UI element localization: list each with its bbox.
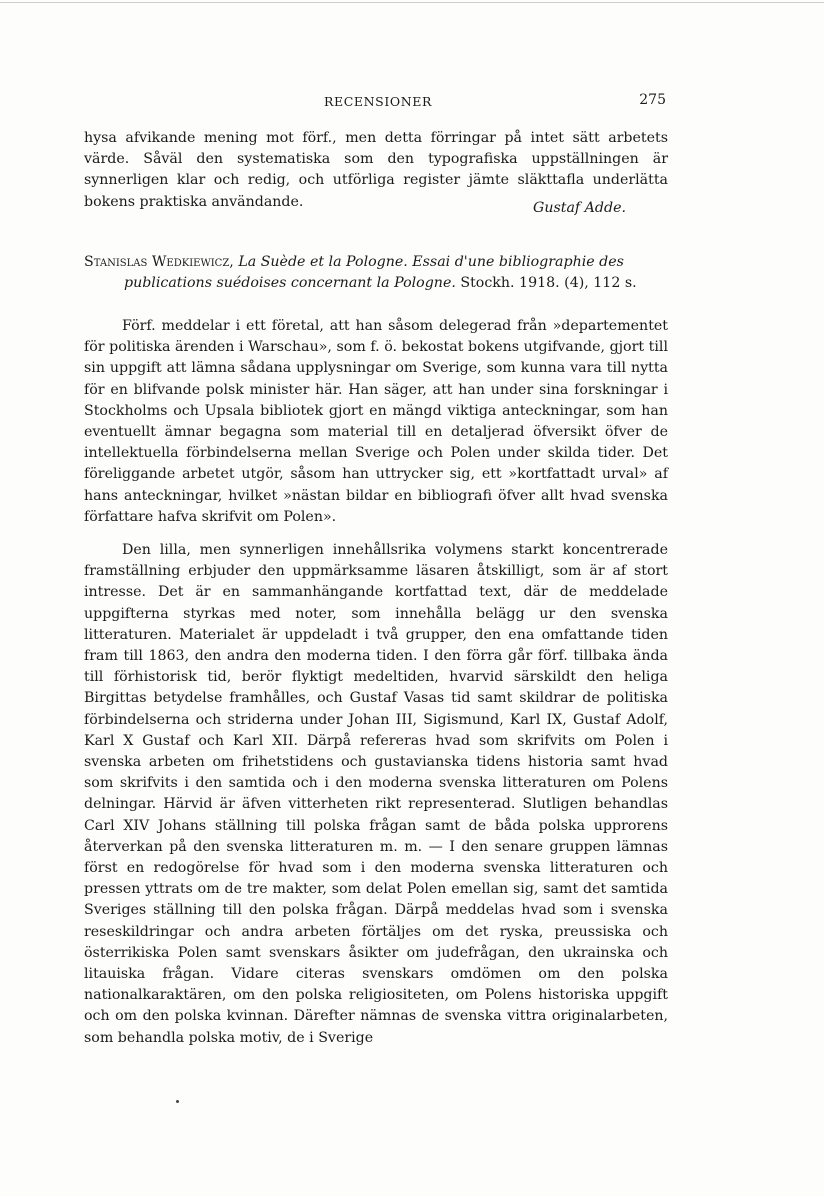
page-header — [84, 92, 668, 112]
ink-speck — [176, 1100, 179, 1103]
scan-edge-line — [0, 2, 824, 3]
review-1-signature: Gustaf Adde. — [533, 200, 626, 216]
page-number: 275 — [639, 92, 666, 108]
running-head: RECENSIONER — [324, 94, 432, 109]
review-1-text: hysa afvikande mening mot förf., men detta förringar på intet sätt arbetets värde. Såväl den systematiska som den typografiska uppställningen är synnerligen klar och redig, och utförliga register jämte släkttafla underlätta bokens praktiska användande. — [84, 130, 668, 210]
review-2-paragraph-2: Den lilla, men synnerligen innehållsrika volymens starkt koncentrerade framställning erbjuder den uppmärksamme läsaren åtskilligt, som är af stort intresse. Det är en sammanhängande kortfattad text, där de meddelade uppgifterna styrkas med noter, som innehålla belägg ur den svenska litteraturen. Materialet är uppdeladt i två grupper, den ena omfattande tiden fram till 1863, den andra den moderna tiden. I den förra går förf. tillbaka ända till förhistorisk tid, berör flyktigt medeltiden, hvarvid särskildt den heliga Birgittas betydelse framhålles, och Gustaf Vasas tid samt skildrar de politiska förbindelserna och striderna under Johan III, Sigismund, Karl IX, Gustaf Adolf, Karl X Gustaf och Karl XII. Därpå refereras hvad som skrifvits om Polen i svenska arbeten om frihetstidens och gustavianska tidens historia samt hvad som skrifvits i den samtida och i den moderna svenska litteraturen om Polens delningar. Härvid är äfven vitterheten rikt representerad. Slutligen behandlas Carl XIV Johans ställning till polska frågan samt de båda polska upprorens återverkan på den svenska litteraturen m. m. — I den senare gruppen lämnas först en redogörelse för hvad som i den moderna svenska litteraturen och pressen yttrats om de tre makter, som delat Polen emellan sig, samt det samtida Sveriges ställning till den polska frågan. Därpå meddelas hvad som i svenska reseskildringar och andra arbeten förtäljes om det ryska, preussiska och österrikiska Polen samt svenskars åsikter om judefrågan, den ukrainska och litauiska frågan. Vidare citeras svenskars omdömen om den polska nationalkaraktären, om den polska religiositeten, om Polens historiska uppgift och om den polska kvinnan. Därefter nämnas de svenska vittra originalarbeten, som behandla polska motiv, de i Sverige — [84, 542, 668, 1046]
citation-imprint: Stockh. 1918. (4), 112 s. — [460, 275, 637, 292]
review-2-paragraph-1: Förf. meddelar i ett företal, att han såsom delegerad från »departementet för politiska ärenden i Warschau», som f. ö. bekostat bokens utgifvande, gjort till sin uppgift att lämna sådana upplysningar om Sverige, som kunna vara till nytta för en blifvande polsk minister här. Han säger, att han under sina forskningar i Stockholms och Upsala bibliotek gjort en mängd viktiga anteckningar, som han eventuellt ämnar begagna som material till en detaljerad öfversikt öfver de intellektuella förbindelserna mellan Sverige och Polen under skilda tider. Det föreliggande arbetet utgör, såsom han uttrycker sig, ett »kortfattadt urval» af hans anteckningar, hvilket »nästan bildar en bibliografi öfver allt hvad svenska författare hafva skrifvit om Polen». — [84, 318, 668, 525]
citation-author: Stanislas Wedkiewicz, — [84, 254, 234, 270]
review-2-citation — [84, 252, 668, 294]
citation-title: La Suède et la Pologne. Essai d'une bibliographie des publications suédoises concernant la Pologne. — [124, 254, 624, 292]
